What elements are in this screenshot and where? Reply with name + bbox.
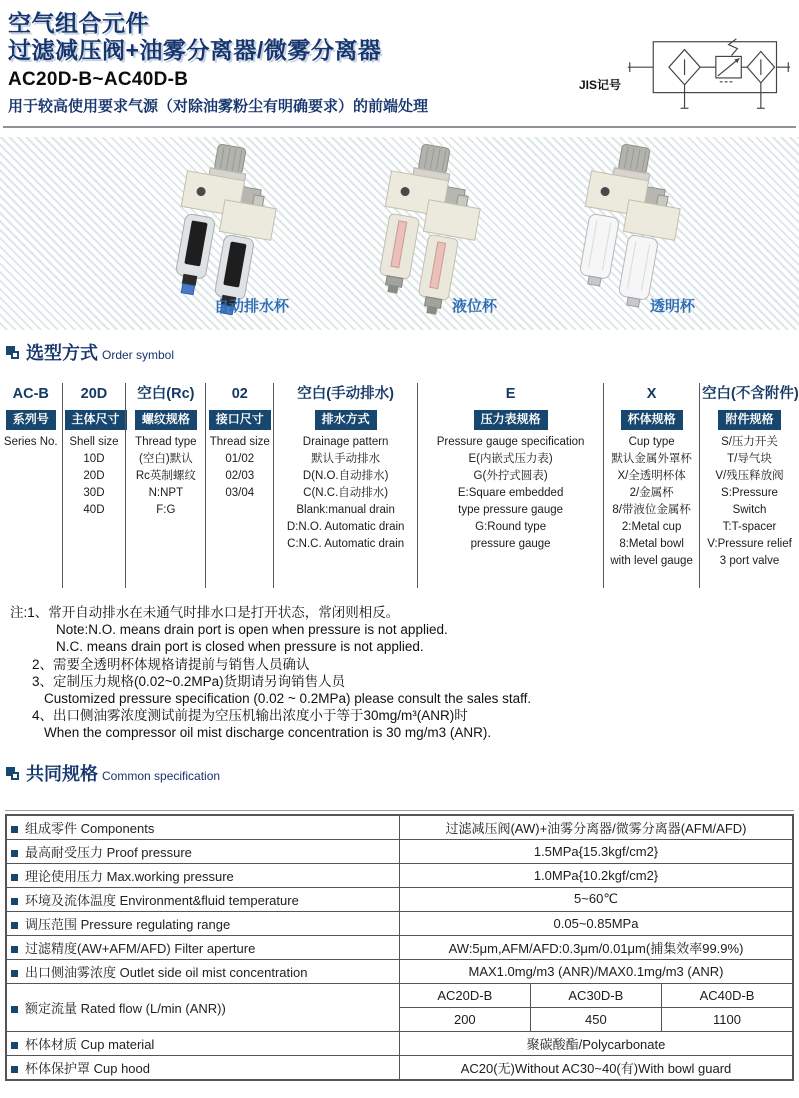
jis-symbol-label: JIS记号: [578, 78, 621, 92]
spec-label: 杯体材质 Cup material: [6, 1031, 400, 1055]
order-option-line: pressure gauge: [470, 538, 551, 550]
common-spec-table: [5, 814, 794, 1081]
order-column-pressure-gauge: [417, 383, 603, 588]
order-option-line: 30D: [83, 487, 105, 499]
order-option-line: 2:Metal cup: [621, 521, 682, 533]
spec-label: 调压范围 Pressure regulating range: [6, 911, 400, 935]
spec-value: 1.5MPa{15.3kgf/cm2}: [400, 839, 794, 863]
rated-flow-model: AC20D-B: [400, 983, 531, 1007]
order-column-accessory: [699, 383, 799, 588]
order-option-line: Cup type: [628, 436, 675, 448]
order-option-line: 40D: [83, 504, 105, 516]
order-badge: 接口尺寸: [209, 410, 271, 430]
order-option-line: Rc英制螺纹: [135, 470, 196, 482]
order-option-line: 8:Metal bowl: [619, 538, 684, 550]
spec-label: 杯体保护罩 Cup hood: [6, 1055, 400, 1080]
order-badge: 主体尺寸: [65, 410, 127, 430]
order-option-line: V/残压释放阀: [715, 470, 784, 482]
order-option-line: Series No.: [3, 436, 58, 448]
order-badge: 附件规格: [718, 410, 780, 430]
order-option-line: N:NPT: [148, 487, 184, 499]
spec-section-header: [6, 764, 799, 784]
order-option-line: 02/03: [225, 470, 255, 482]
order-code: X: [646, 386, 657, 402]
order-option-line: V:Pressure relief: [707, 538, 792, 550]
header-divider: [3, 126, 796, 128]
order-option-line: S:Pressure: [721, 487, 778, 499]
model-range: AC20D-B~AC40D-B: [8, 69, 189, 90]
order-option-line: Thread size: [209, 436, 270, 448]
section-squares-icon: [6, 346, 21, 361]
note-line: 注:1、常开自动排水在未通气时排水口是打开状态，常闭则相反。: [10, 605, 400, 620]
rated-flow-value: 1100: [662, 1007, 793, 1031]
order-column-thread-size: [205, 383, 273, 588]
spec-label: 组成零件 Components: [6, 815, 400, 840]
spec-row-max-working-pressure: [6, 863, 793, 887]
spec-row-oil-mist-concentration: [6, 959, 793, 983]
rated-flow-value: 200: [400, 1007, 531, 1031]
order-option-line: Blank:manual drain: [296, 504, 395, 516]
order-option-line: C(N.C.自动排水): [303, 487, 389, 499]
spec-value: 5~60℃: [400, 887, 794, 911]
order-code: 空白(不含附件): [702, 386, 799, 402]
order-column-drainage: [273, 383, 417, 588]
order-option-line: E:Square embedded: [457, 487, 564, 499]
spec-value: 过滤减压阀(AW)+油雾分离器/微雾分离器(AFM/AFD): [400, 815, 794, 840]
order-options: [128, 434, 203, 519]
spec-row-temperature: [6, 887, 793, 911]
page-title-line2: 过滤减压阀+油雾分离器/微雾分离器: [8, 37, 382, 63]
rated-flow-value: 450: [530, 1007, 661, 1031]
spec-label: 最高耐受压力 Proof pressure: [6, 839, 400, 863]
order-option-line: C:N.C. Automatic drain: [287, 538, 405, 550]
order-options: [208, 434, 271, 502]
spec-value: AW:5μm,AFM/AFD:0.3μm/0.01μm(捕集效率99.9%): [400, 935, 794, 959]
product-photo-band: [0, 137, 799, 330]
spec-row-filter-aperture: [6, 935, 793, 959]
order-section-title-en: Order symbol: [102, 348, 175, 362]
page-description: 用于较高使用要求气源（对除油雾粉尘有明确要求）的前端处理: [8, 98, 429, 115]
order-option-line: 2/金属杯: [629, 487, 674, 499]
order-option-line: D(N.O.自动排水): [302, 470, 389, 482]
spec-row-rated-flow-models: [6, 983, 793, 1007]
order-option-line: 20D: [83, 470, 105, 482]
spec-table-top-rule: [5, 810, 794, 811]
product-photo-transparent-cup: [552, 143, 692, 315]
order-code: 20D: [80, 386, 108, 402]
order-options: [276, 434, 415, 553]
order-column-thread-type: [125, 383, 205, 588]
order-section-header: [6, 343, 799, 363]
order-column-cup-type: [603, 383, 699, 588]
spec-row-regulating-range: [6, 911, 793, 935]
order-column-series: [0, 383, 62, 588]
product-photo-auto-drain-cup: [148, 143, 288, 315]
order-option-line: S/压力开关: [721, 436, 778, 448]
order-options: [420, 434, 601, 553]
rated-flow-model: AC30D-B: [530, 983, 661, 1007]
order-option-line: F:G: [156, 504, 176, 516]
order-option-line: Switch: [732, 504, 767, 516]
order-options: [702, 434, 797, 570]
order-option-line: Shell size: [69, 436, 119, 448]
spec-label: 理论使用压力 Max.working pressure: [6, 863, 400, 887]
order-code: E: [505, 386, 516, 402]
spec-row-proof-pressure: [6, 839, 793, 863]
order-code: 空白(手动排水): [297, 386, 394, 402]
product-photo-level-cup: [352, 143, 492, 315]
order-option-line: G(外拧式圆表): [473, 470, 548, 482]
spec-section-title-en: Common specification: [102, 768, 221, 783]
order-option-line: T:T-spacer: [722, 521, 777, 533]
order-column-shell-size: [62, 383, 126, 588]
order-badge: 排水方式: [315, 410, 377, 430]
note-line: Customized pressure specification (0.02 ~ 0.2MPa) please consult the sales staff.: [44, 691, 532, 707]
product-label-level-cup: 液位杯: [452, 298, 498, 315]
note-line: 3、定制压力规格(0.02~0.2MPa)货期请另询销售人员: [32, 673, 346, 689]
spec-label: 出口侧油雾浓度 Outlet side oil mist concentration: [6, 959, 400, 983]
order-options: [606, 434, 697, 570]
order-option-line: (空白)默认: [139, 453, 193, 465]
jis-symbol-block: [579, 30, 793, 125]
order-option-line: G:Round type: [475, 521, 547, 533]
order-option-line: 01/02: [225, 453, 255, 465]
order-option-line: type pressure gauge: [458, 504, 564, 516]
spec-label: 额定流量 Rated flow (L/min (ANR)): [6, 983, 400, 1031]
order-option-line: E(内嵌式压力表): [468, 453, 553, 465]
order-option-line: 10D: [83, 453, 105, 465]
order-code: 02: [231, 386, 248, 402]
note-line: N.C. means drain port is closed when pressure is not applied.: [56, 639, 424, 655]
order-option-line: 8/带液位金属杯: [612, 504, 691, 516]
order-option-line: with level gauge: [610, 555, 693, 567]
order-badge: 系列号: [6, 410, 56, 430]
order-option-line: Thread type: [135, 436, 197, 448]
spec-label: 环境及流体温度 Environment&fluid temperature: [6, 887, 400, 911]
order-badge: 杯体规格: [621, 410, 683, 430]
order-options: [65, 434, 124, 519]
order-option-line: T/导气块: [727, 453, 772, 465]
order-symbol-table: [0, 383, 799, 588]
notes-block: [10, 604, 799, 742]
order-badge: 压力表规格: [474, 410, 548, 430]
order-option-line: 03/04: [225, 487, 255, 499]
order-option-line: Pressure gauge specification: [436, 436, 585, 448]
spec-value: 1.0MPa{10.2kgf/cm2}: [400, 863, 794, 887]
product-label-transparent-cup: 透明杯: [650, 298, 696, 315]
spec-row-cup-hood: [6, 1055, 793, 1080]
page-header: [0, 0, 799, 116]
spec-value: 聚碳酸酯/Polycarbonate: [400, 1031, 794, 1055]
order-option-line: Drainage pattern: [302, 436, 389, 448]
spec-row-components: [6, 815, 793, 840]
note-line: When the compressor oil mist discharge concentration is 30 mg/m3 (ANR).: [44, 725, 492, 741]
order-option-line: 默认金属外罩杯: [611, 453, 692, 465]
spec-value: AC20(无)Without AC30~40(有)With bowl guard: [400, 1055, 794, 1080]
spec-value: MAX1.0mg/m3 (ANR)/MAX0.1mg/m3 (ANR): [400, 959, 794, 983]
spec-label: 过滤精度(AW+AFM/AFD) Filter aperture: [6, 935, 400, 959]
rated-flow-model: AC40D-B: [662, 983, 793, 1007]
spec-row-cup-material: [6, 1031, 793, 1055]
note-line: Note:N.O. means drain port is open when pressure is not applied.: [56, 622, 448, 638]
order-option-line: 默认手动排水: [311, 453, 381, 465]
order-option-line: X/全透明杯体: [617, 470, 686, 482]
order-option-line: D:N.O. Automatic drain: [286, 521, 405, 533]
note-line: 2、需要全透明杯体规格请提前与销售人员确认: [32, 656, 310, 672]
order-badge: 螺纹规格: [135, 410, 197, 430]
spec-section-title-zh: 共同规格: [26, 763, 98, 784]
spec-value: 0.05~0.85MPa: [400, 911, 794, 935]
jis-schematic-icon: [625, 30, 793, 125]
page-title-line1: 空气组合元件: [8, 10, 149, 36]
section-squares-icon: [6, 767, 21, 782]
note-line: 4、出口侧油雾浓度测试前提为空压机输出浓度小于等于30mg/m³(ANR)时: [32, 708, 468, 724]
product-label-auto-drain-cup: 自动排水杯: [214, 298, 290, 315]
order-code: 空白(Rc): [137, 386, 195, 402]
order-options: [2, 434, 60, 451]
order-section-title-zh: 选型方式: [26, 343, 98, 363]
order-option-line: 3 port valve: [719, 555, 780, 567]
order-code: AC-B: [12, 386, 49, 402]
